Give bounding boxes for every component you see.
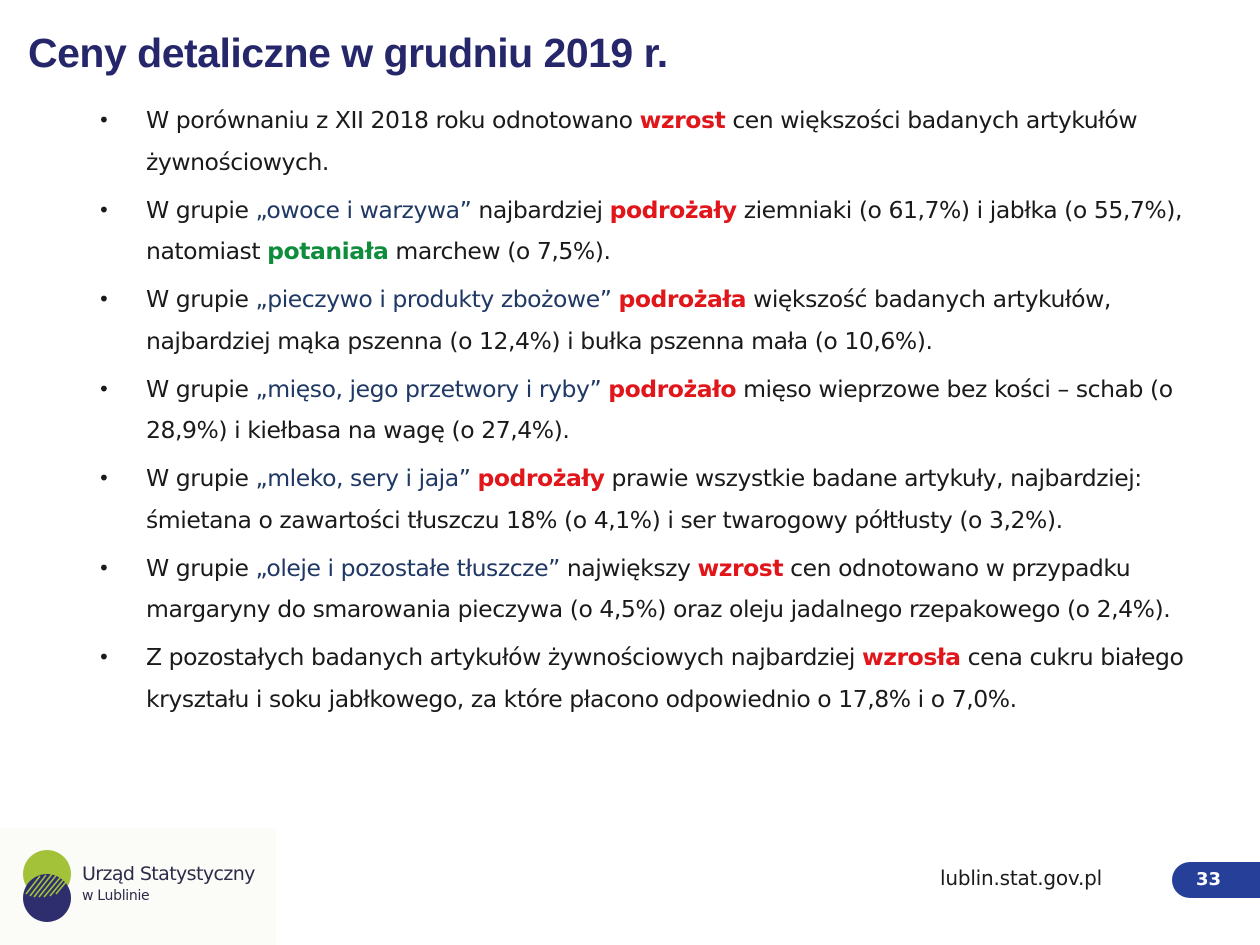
bullet-text: Z pozostałych badanych artykułów żywnościowych najbardziej (146, 643, 863, 671)
bullet-text: W grupie (146, 374, 256, 403)
increase-highlight: wzrosła (862, 643, 961, 671)
list-item (96, 637, 1236, 720)
bullet-symbol: • (98, 197, 110, 222)
increase-highlight: podrożały (477, 464, 605, 492)
bullet-text: W grupie (146, 195, 256, 224)
bullet-text: W grupie (146, 464, 256, 492)
bullet-text: większość badanych artykułów, najbardziej mąka pszenna (o 12,4%) i bułka pszenna mała (o 10,6%). (146, 285, 1111, 355)
list-item (96, 190, 1236, 273)
bullet-symbol: • (98, 376, 110, 401)
bullet-text: W porównaniu z XII 2018 roku odnotowano (146, 106, 640, 134)
bullet-text: cena cukru białego kryształu i soku jabłkowego, za które płacono odpowiednio o 17,8% i o 7,0%. (146, 643, 1184, 713)
product-group: „oleje i pozostałe tłuszcze” (255, 553, 560, 582)
product-group: „mięso, jego przetwory i ryby” (255, 374, 602, 403)
bullet-symbol: • (98, 287, 110, 311)
bullet-text: najbardziej (471, 195, 610, 224)
page-number-badge: 33 (1172, 862, 1260, 898)
list-item (96, 369, 1236, 452)
bullet-symbol: • (98, 555, 110, 580)
logo-title: Urząd Statystyczny (82, 863, 255, 885)
bullet-text: marchew (o 7,5%). (388, 237, 611, 265)
bullet-text: cen odnotowano w przypadku margaryny do smarowania pieczywa (o 4,5%) oraz oleju jadalnego rzepakowego (o 2,4%). (146, 553, 1171, 623)
bullet-list (96, 100, 1236, 727)
bullet-symbol: • (98, 645, 110, 669)
increase-highlight: wzrost (639, 106, 726, 134)
product-group: „pieczywo i produkty zbożowe” (255, 285, 612, 313)
bullet-symbol: • (98, 466, 110, 490)
increase-highlight: wzrost (697, 553, 784, 582)
list-item (96, 548, 1236, 631)
list-item (96, 100, 1236, 183)
bullet-text: mięso wieprzowe bez kości – schab (o 28,9%) i kiełbasa na wagę (o 27,4%). (146, 374, 1173, 444)
list-item (96, 279, 1236, 362)
increase-highlight: podrożała (618, 285, 747, 313)
bullet-text: W grupie (146, 553, 256, 582)
bullet-text: W grupie (146, 285, 256, 313)
bullet-text: największy (559, 553, 698, 582)
logo-subtitle: w Lublinie (82, 888, 150, 904)
page-title: Ceny detaliczne w grudniu 2019 r. (28, 30, 668, 76)
product-group: „mleko, sery i jaja” (255, 464, 471, 492)
increase-highlight: podrożało (608, 374, 737, 403)
website-link[interactable]: lublin.stat.gov.pl (940, 866, 1103, 890)
bullet-text: cen większości badanych artykułów żywnościowych. (146, 106, 1138, 176)
bullet-symbol: • (98, 108, 110, 132)
bullet-text: prawie wszystkie badane artykuły, najbardziej: śmietana o zawartości tłuszczu 18% (o 4,1%) i ser twarogowy półtłusty (o 3,2%). (146, 464, 1142, 534)
product-group: „owoce i warzywa” (255, 195, 472, 224)
institution-logo[interactable] (0, 828, 276, 945)
increase-highlight: podrożały (609, 195, 737, 224)
logo-text (82, 862, 255, 906)
list-item (96, 458, 1236, 541)
decrease-highlight: potaniała (267, 237, 389, 265)
gus-logo-icon (22, 850, 72, 922)
bullet-text: ziemniaki (o 61,7%) i jabłka (o 55,7%), natomiast (146, 195, 1182, 265)
